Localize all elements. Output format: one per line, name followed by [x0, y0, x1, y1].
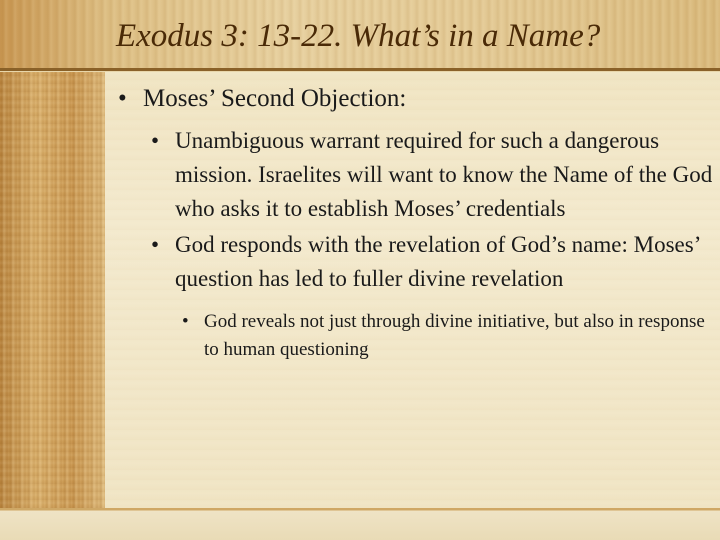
bullet-level3-text: God reveals not just through divine initiative, but also in response to human questioning	[204, 311, 705, 360]
slide-title: Exodus 3: 13-22. What’s in a Name?	[116, 18, 601, 54]
bullet-glyph: •	[151, 232, 160, 257]
bullet-level2	[151, 124, 715, 226]
title-divider-highlight	[0, 71, 720, 72]
slide-body	[118, 84, 713, 364]
bullet-level2	[151, 228, 715, 296]
bullet-glyph: •	[151, 128, 160, 153]
bullet-glyph: •	[182, 311, 189, 332]
bullet-level1-text: Moses’ Second Objection:	[143, 85, 407, 112]
bullet-level1	[118, 84, 708, 114]
bullet-glyph: •	[118, 85, 127, 112]
bullet-level2-text: God responds with the revelation of God’s name: Moses’ question has led to fuller divine revelation	[175, 232, 700, 291]
bullet-level3	[182, 308, 714, 364]
wood-texture-strip	[0, 0, 105, 540]
bullet-level2-text: Unambiguous warrant required for such a dangerous mission. Israelites will want to know the Name of the God who asks it to establish Moses’ credentials	[175, 128, 713, 221]
bottom-band	[0, 508, 720, 540]
